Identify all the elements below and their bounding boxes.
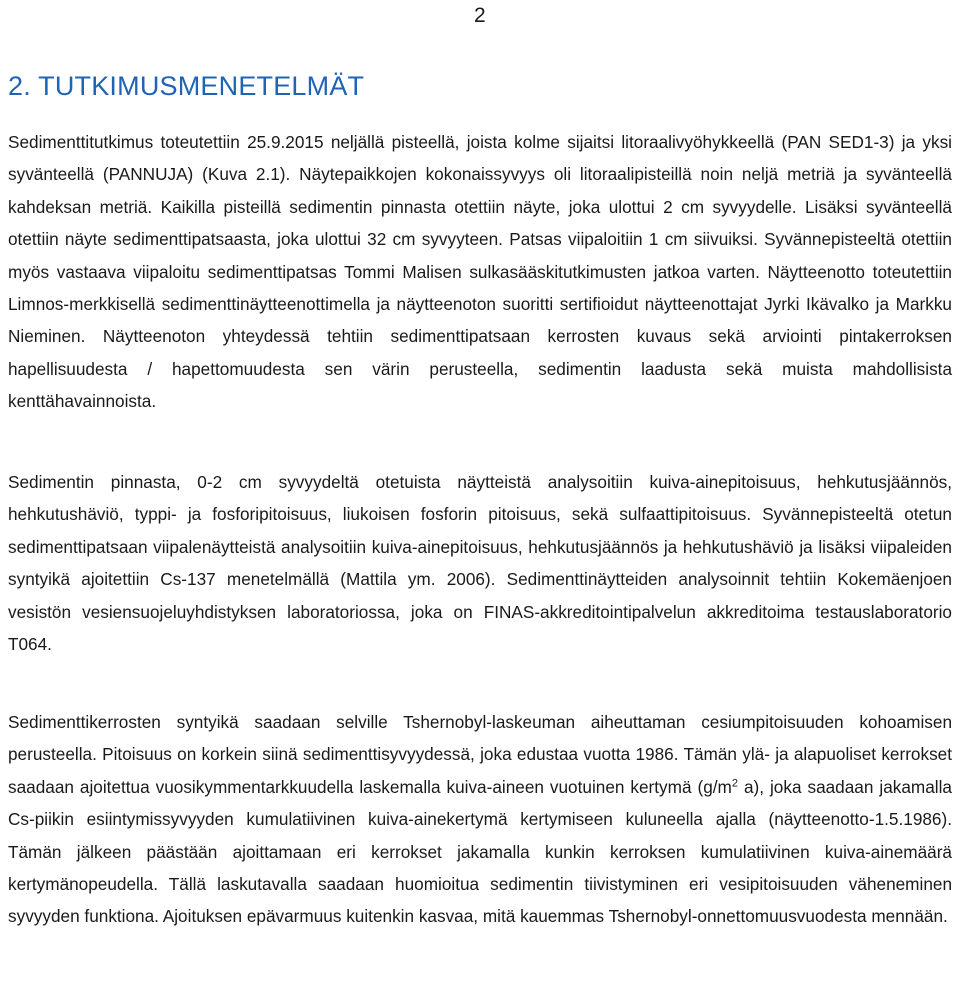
paragraph-dating-text-end: a), joka saadaan jakamalla Cs-piikin esiintymissyvyyden kumulatiivinen kuiva-ainekertymä kertymiseen kuluneella ajalla (näytteenotto-1.5.1986). Tämän jälkeen päästään ajoittamaan eri kerrokset jakamalla kunkin kerroksen kumulatiivinen kuiva-ainemäärä kertymänopeudella. Tällä laskutavalla saadaan huomioitua sedimentin tiivistyminen eri vesipitoisuuden väheneminen syvyyden funktiona. Ajoituksen epävarmuus kuitenkin kasvaa, mitä kauemmas Tshernobyl-onnettomuusvuodesta mennään. [8,776,952,927]
paragraph-methods: Sedimenttitutkimus toteutettiin 25.9.2015 neljällä pisteellä, joista kolme sijaitsi litoraalivyöhykkeellä (PAN SED1-3) ja yksi syvänteellä (PANNUJA) (Kuva 2.1). Näytepaikkojen kokonaissyvyys oli litoraalipisteillä noin neljä metriä ja syvänteellä kahdeksan metriä. Kaikilla pisteillä sedimentin pinnasta otettiin näyte, joka ulottui 2 cm syvyydelle. Lisäksi syvänteellä otettiin näyte sedimenttipatsaasta, joka ulottui 32 cm syvyyteen. Patsas viipaloitiin 1 cm siivuiksi. Syvännepisteeltä otettiin myös vastaava viipaloitu sedimenttipatsas Tommi Malisen sulkasääskitutkimusten jatkoa varten. Näytteenotto toteutettiin Limnos-merkkisellä sedimenttinäytteenottimella ja näytteenoton suoritti sertifioidut näytteenottajat Jyrki Ikävalko ja Markku Nieminen. Näytteenoton yhteydessä tehtiin sedimenttipatsaan kerrosten kuvaus sekä arviointi pintakerroksen hapellisuudesta / hapettomuudesta sen värin perusteella, sedimentin laadusta sekä muista mahdollisista kenttähavainnoista. [8,132,952,412]
paragraph-dating-text-start: Sedimenttikerrosten syntyikä saadaan selville Tshernobyl-laskeuman aiheuttaman cesiumpitoisuuden kohoamisen perusteella. Pitoisuus on korkein siinä sedimenttisyvyydessä, joka edustaa vuotta 1986. Tämän ylä- ja alapuoliset kerrokset saadaan ajoitettua vuosikymmentarkkuudella laskemalla kuiva-aineen vuotuinen kertymä (g/m [8,712,952,797]
paragraph-dating [8,706,952,933]
superscript-exponent: 2 [731,777,738,790]
section-heading: 2. TUTKIMUSMENETELMÄT [8,71,365,101]
paragraph-analyses: Sedimentin pinnasta, 0-2 cm syvyydeltä otetuista näytteistä analysoitiin kuiva-ainepitoisuus, hehkutusjäännös, hehkutushäviö, typpi- ja fosforipitoisuus, liukoisen fosforin pitoisuus, sekä sulfaattipitoisuus. Syvännepisteeltä otetun sedimenttipatsaan viipalenäytteistä analysoitiin kuiva-ainepitoisuus, hehkutusjäännös ja hehkutushäviö ja lisäksi viipaleiden syntyikä ajoitettiin Cs-137 menetelmällä (Mattila ym. 2006). Sedimenttinäytteiden analysoinnit tehtiin Kokemäenjoen vesistön vesiensuojeluyhdistyksen laboratoriossa, joka on FINAS-akkreditointipalvelun akkreditoima testauslaboratorio T064. [8,472,952,655]
page-number: 2 [474,4,486,27]
